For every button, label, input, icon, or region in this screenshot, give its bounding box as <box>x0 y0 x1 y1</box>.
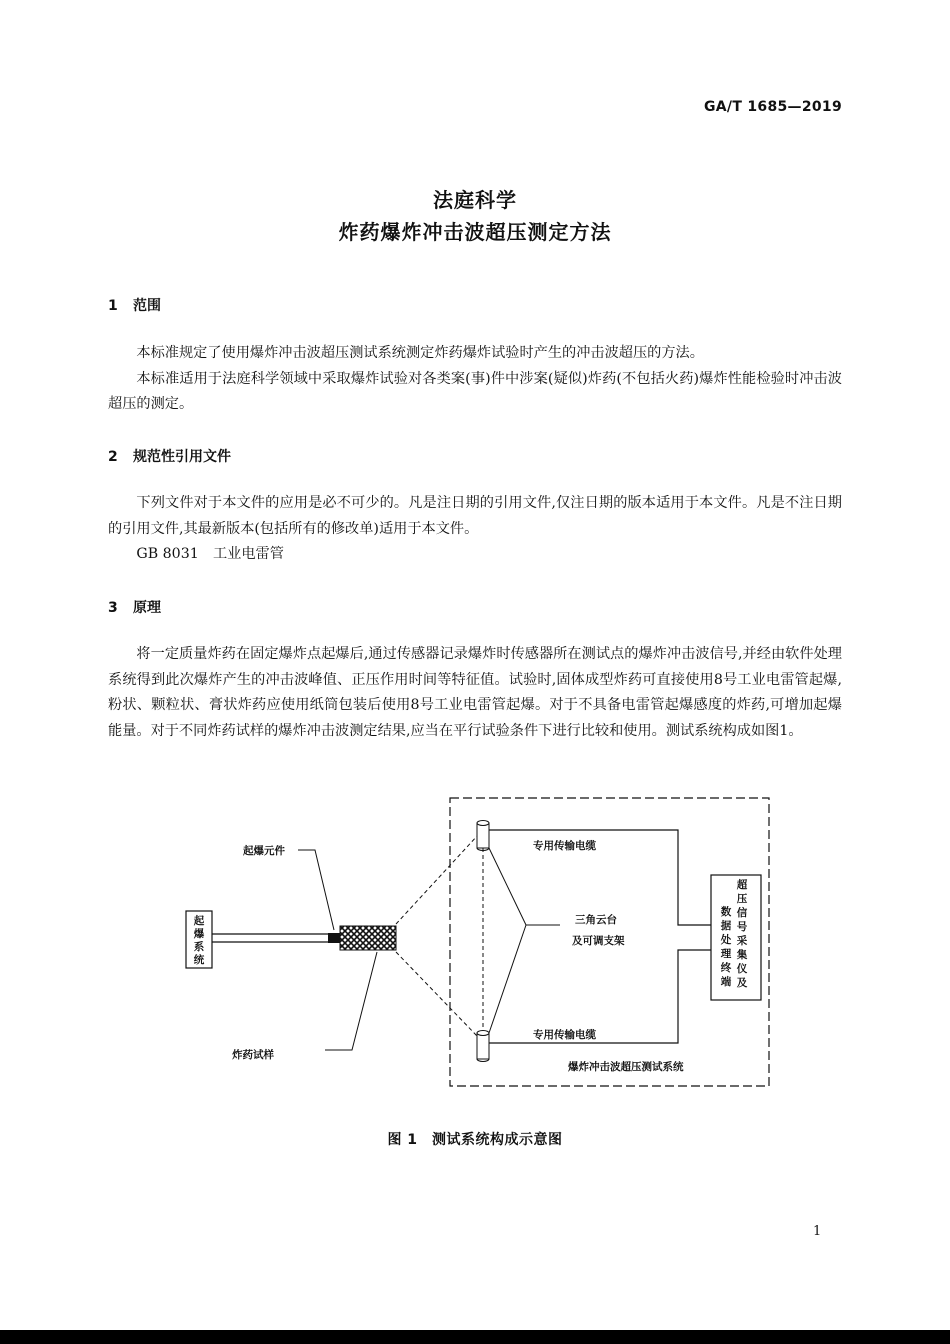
initiation-system-char: 系 <box>193 941 205 953</box>
section-1-body <box>108 341 842 418</box>
terminal-char: 仪 <box>736 963 748 975</box>
terminal-char: 据 <box>720 920 732 932</box>
label-detonation-element: 起爆元件 <box>243 845 285 857</box>
terminal-char: 端 <box>720 976 732 988</box>
terminal-char: 超 <box>736 879 748 891</box>
terminal-char: 终 <box>720 962 732 974</box>
label-system-name: 爆炸冲击波超压测试系统 <box>568 1061 684 1073</box>
leader-line <box>325 952 377 1050</box>
terminal-char: 号 <box>736 921 748 933</box>
initiation-system-char: 起 <box>193 915 205 927</box>
paragraph: 下列文件对于本文件的应用是必不可少的。凡是注日期的引用文件,仅注日期的版本适用于本文件。凡是不注日期的引用文件,其最新版本(包括所有的修改单)适用于本文件。 <box>108 495 842 537</box>
standard-code: GA/T 1685—2019 <box>704 99 842 115</box>
section-3-heading <box>108 597 161 617</box>
section-title: 范围 <box>133 298 161 314</box>
title-line-2: 炸药爆炸冲击波超压测定方法 <box>338 220 612 244</box>
terminal-char: 集 <box>736 949 748 961</box>
initiation-system-char: 爆 <box>193 928 205 940</box>
explosive-sample-charge <box>340 926 396 950</box>
terminal-char: 数 <box>720 906 732 918</box>
section-3-body <box>108 642 842 744</box>
pressure-sensor-bottom <box>477 1031 489 1062</box>
section-title: 规范性引用文件 <box>133 449 231 465</box>
blast-path-line <box>396 835 478 924</box>
label-tripod: 三角云台 <box>575 914 617 926</box>
figure-caption: 图 1 测试系统构成示意图 <box>387 1132 563 1148</box>
section-title: 原理 <box>133 600 161 616</box>
paragraph: 将一定质量炸药在固定爆炸点起爆后,通过传感器记录爆炸时传感器所在测试点的爆炸冲击波信号,并经由软件处理系统得到此次爆炸产生的冲击波峰值、正压作用时间等特征值。试验时,固体成型炸药可直接使用8号工业电雷管起爆,粉状、颗粒状、膏状炸药应使用纸筒包装后使用8号工业电雷管起爆。对于不具备电雷管起爆感度的炸药,可增加起爆能量。对于不同炸药试样的爆炸冲击波测定结果,应当在平行试验条件下进行比较和使用。测试系统构成如图1。 <box>108 646 842 739</box>
transmission-cable-top <box>489 830 711 925</box>
paragraph: 本标准规定了使用爆炸冲击波超压测试系统测定炸药爆炸试验时产生的冲击波超压的方法。 <box>136 345 704 361</box>
section-1-heading <box>108 295 161 315</box>
section-number: 3 <box>108 600 118 616</box>
label-tripod-support: 及可调支架 <box>572 935 625 947</box>
test-system-diagram <box>0 790 950 1100</box>
section-2-heading <box>108 446 231 466</box>
tripod-leg <box>489 925 526 1033</box>
title-line-1: 法庭科学 <box>433 188 517 212</box>
transmission-cable-bottom <box>489 950 711 1043</box>
label-cable-bottom: 专用传输电缆 <box>533 1029 596 1041</box>
blast-path-line <box>396 952 478 1037</box>
terminal-char: 理 <box>720 948 732 960</box>
section-number: 1 <box>108 298 118 314</box>
terminal-char: 采 <box>736 935 748 947</box>
terminal-char: 处 <box>720 934 732 946</box>
label-cable-top: 专用传输电缆 <box>533 840 596 852</box>
section-number: 2 <box>108 449 118 465</box>
pressure-sensor-top <box>477 821 489 851</box>
page-number: 1 <box>813 1224 822 1239</box>
tripod-leg <box>489 848 526 925</box>
terminal-char: 信 <box>736 907 748 919</box>
bottom-border <box>0 1330 950 1344</box>
terminal-char: 压 <box>736 893 748 905</box>
leader-line <box>298 850 334 930</box>
reference-entry: GB 8031 工业电雷管 <box>136 546 284 562</box>
detonator <box>328 933 340 943</box>
paragraph: 本标准适用于法庭科学领域中采取爆炸试验对各类案(事)件中涉案(疑似)炸药(不包括火药)爆炸性能检验时冲击波超压的测定。 <box>108 370 842 412</box>
label-explosive-sample: 炸药试样 <box>232 1049 274 1061</box>
section-2-body <box>108 491 842 568</box>
terminal-char: 及 <box>736 977 748 989</box>
initiation-system-char: 统 <box>193 954 205 966</box>
